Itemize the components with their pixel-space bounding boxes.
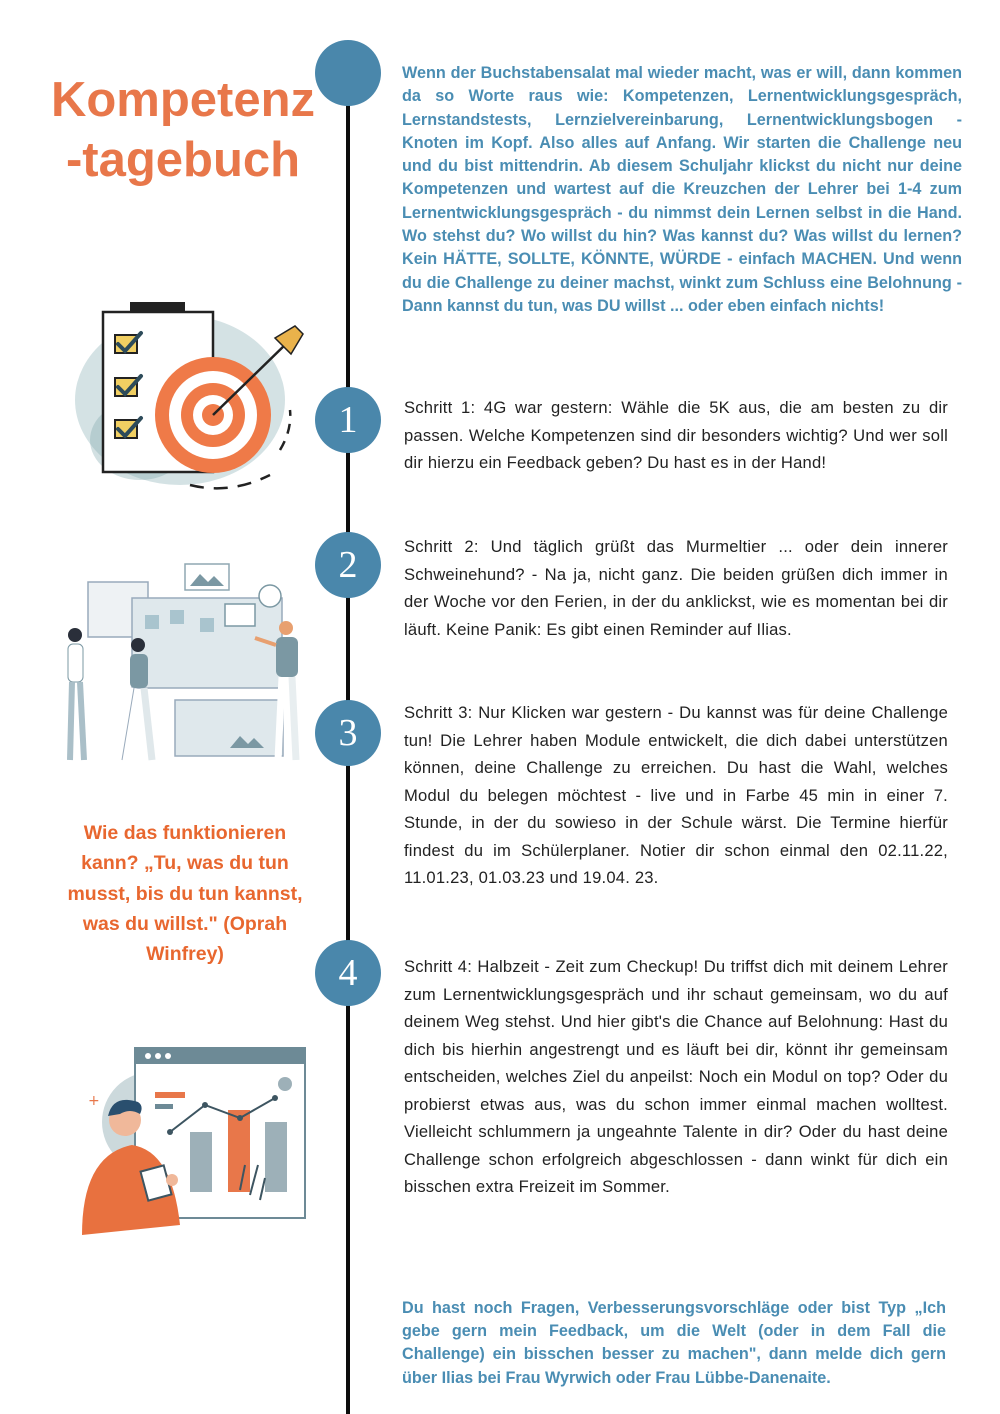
outro-text: Du hast noch Fragen, Verbesserungsvorschläge oder bist Typ „Ich gebe gern mein Feedback, um die Welt (oder in dem Fall die Challenge) ein bisschen besser zu machen", dann melde dich gern über Ilias bei Frau Wyrwich oder Frau Lübbe-Danenaite. — [402, 1299, 946, 1387]
title-line-2: -tagebuch — [65, 133, 301, 187]
presentation-chart-illustration — [70, 1040, 315, 1240]
step-marker-2: 2 — [315, 532, 381, 598]
step-3-text: Schritt 3: Nur Klicken war gestern - Du kannst was für deine Challenge tun! Die Lehrer haben Module entwickelt, die dich dabei unterstützen können, deine Challenge zu erreichen. Du hast die Wahl, welches Modul du belegen möchtest - live und in Farbe 45 min in einer 7. Stunde, in der du sowieso in der Schule wärst. Die Termine hierfür findest du im Schülerplaner. Notier dir schon einmal den 02.11.22, 11.01.23, 01.03.23 und 19.04. 23. — [404, 703, 948, 887]
step-1-text: Schritt 1: 4G war gestern: Wähle die 5K aus, die am besten zu dir passen. Welche Kompetenzen sind dir besonders wichtig? Und wer soll dir hierzu ein Feedback geben? Du hast es in der Hand! — [404, 398, 948, 472]
quote-text: Wie das funktionieren kann? „Tu, was du tun musst, bis du tun kannst, was du willst." (Oprah Winfrey) — [67, 822, 303, 966]
checklist-target-illustration — [70, 290, 310, 500]
team-board-illustration — [60, 560, 320, 770]
title-line-1: Kompetenz — [50, 73, 316, 127]
step-marker-4: 4 — [315, 940, 381, 1006]
svg-text:+: + — [88, 1093, 100, 1109]
page-title — [48, 70, 318, 190]
step-2-text: Schritt 2: Und täglich grüßt das Murmeltier ... oder dein innerer Schweinehund? - Na ja, nicht ganz. Die beiden grüßen dich immer in der Woche vor den Ferien, in der du anklickst, wie es momentan bei dir läuft. Keine Panik: Es gibt einen Reminder auf Ilias. — [404, 537, 948, 639]
step-marker-3: 3 — [315, 700, 381, 766]
intro-text: Wenn der Buchstabensalat mal wieder macht, was er will, dann kommen da so Worte raus wie: Kompetenzen, Lernentwicklungsgespräch, Lernstandstests, Lernzielvereinbarung, Lernentwicklungsbogen - Knoten im Kopf. Also alles auf Anfang. Wir starten die Challenge neu und du bist mittendrin. Ab diesem Schuljahr klickst du nicht nur deine Kompetenzen und wartest auf die Kreuzchen der Lehrer bei 1-4 zum Lernentwicklungsgespräch - du nimmst dein Lernen selbst in die Hand. Wo stehst du? Wo willst du hin? Was kannst du? Was willst du lernen? Kein HÄTTE, SOLLTE, KÖNNTE, WÜRDE - einfach MACHEN. Und wenn du die Challenge zu deiner machst, winkt zum Schluss eine Belohnung - Dann kannst du tun, was DU willst ... oder eben einfach nichts! — [402, 64, 962, 315]
timeline-start-dot — [315, 40, 381, 106]
step-4-text: Schritt 4: Halbzeit - Zeit zum Checkup! Du triffst dich mit deinem Lehrer zum Lernentwicklungsgespräch und ihr schaut gemeinsam, wo du auf deinem Weg stehst. Und hier gibt's die Chance auf Belohnung: Hast du dich bis hierhin angestrengt und es läuft bei dir, könnt ihr gemeinsam entscheiden, welches Ziel du anpeilst: Noch ein Modul on top? Oder du probierst etwas aus, was du schon immer einmal machen wolltest. Vielleicht schlummern ja ungeahnte Talente in dir? Oder du hast deine Challenge schon erfolgreich abgeschlossen - dann winkt für dich ein bisschen extra Freizeit im Sommer. — [404, 957, 948, 1196]
step-marker-1: 1 — [315, 387, 381, 453]
